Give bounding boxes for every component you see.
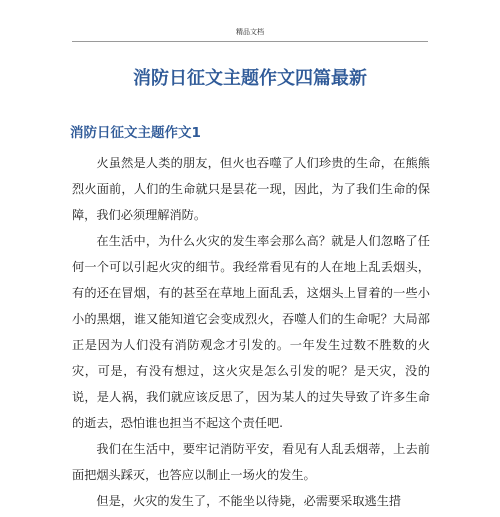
paragraph: 火虽然是人类的朋友，但火也吞噬了人们珍贵的生命，在熊熊烈火面前，人们的生命就只是昙花一现，因此，为了我们生命的保障，我们必须理解消防。 [72, 156, 430, 222]
paragraph: 在生活中，为什么火灾的发生率会那么高？就是人们忽略了任何一个可以引起火灾的细节。我经常看见有的人在地上乱丢烟头，有的还在冒烟，有的甚至在草地上面乱丢，这烟头上冒着的一些小小的黑烟，谁又能知道它会变成烈火，吞噬人们的生命呢？大局部正是因为人们没有消防观念才引发的。一年发生过数不胜数的火灾，可是，有没有想过，这火灾是怎么引发的呢？是天灾，没的说，是人祸，我们就应该反思了，因为某人的过失导致了许多生命的逝去，恐怕谁也担当不起这个责任吧. [72, 234, 430, 430]
body-text [72, 150, 430, 514]
paragraph: 但是，火灾的发生了，不能坐以待毙，必需要采取逃生措 [96, 494, 402, 508]
document-title: 消防日征文主题作文四篇最新 [133, 68, 367, 89]
paragraph: 我们在生活中，要牢记消防平安，看见有人乱丢烟蒂，上去前面把烟头踩灭，也答应以制止一场火的发生。 [72, 442, 430, 482]
page-header-label: 精品文档 [236, 28, 264, 36]
header-divider [72, 41, 428, 42]
section-heading: 消防日征文主题作文1 [70, 125, 201, 141]
